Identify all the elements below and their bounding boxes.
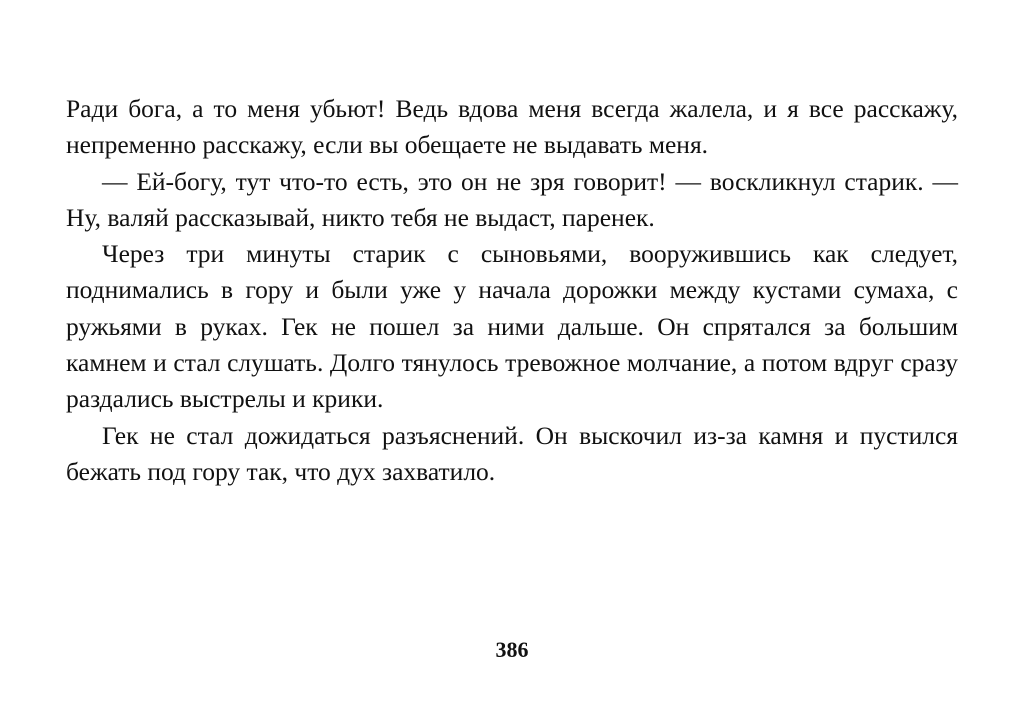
page-number: 386: [495, 637, 529, 662]
paragraph: Ради бога, а то меня убьют! Ведь вдова меня всегда жалела, и я все расскажу, непременно расскажу, если вы обещаете не выдавать меня.: [66, 94, 958, 160]
paragraph: Через три минуты старик с сыновьями, вооружившись как следует, поднимались в гору и были уже у начала дорожки между кустами сумаха, с ружьями в руках. Гек не пошел за ними дальше. Он спрятался за большим камнем и стал слушать. Долго тянулось тревожное молчание, а потом вдруг сразу раздались выстрелы и крики.: [66, 239, 958, 414]
page-body: [66, 91, 958, 490]
paragraph: — Ей-богу, тут что-то есть, это он не зря говорит! — воскликнул старик. — Ну, валяй рассказывай, никто тебя не выдаст, паренек.: [66, 166, 958, 232]
paragraph: Гек не стал дожидаться разъяснений. Он выскочил из-за камня и пустился бежать под гору так, что дух захватило.: [66, 420, 958, 486]
